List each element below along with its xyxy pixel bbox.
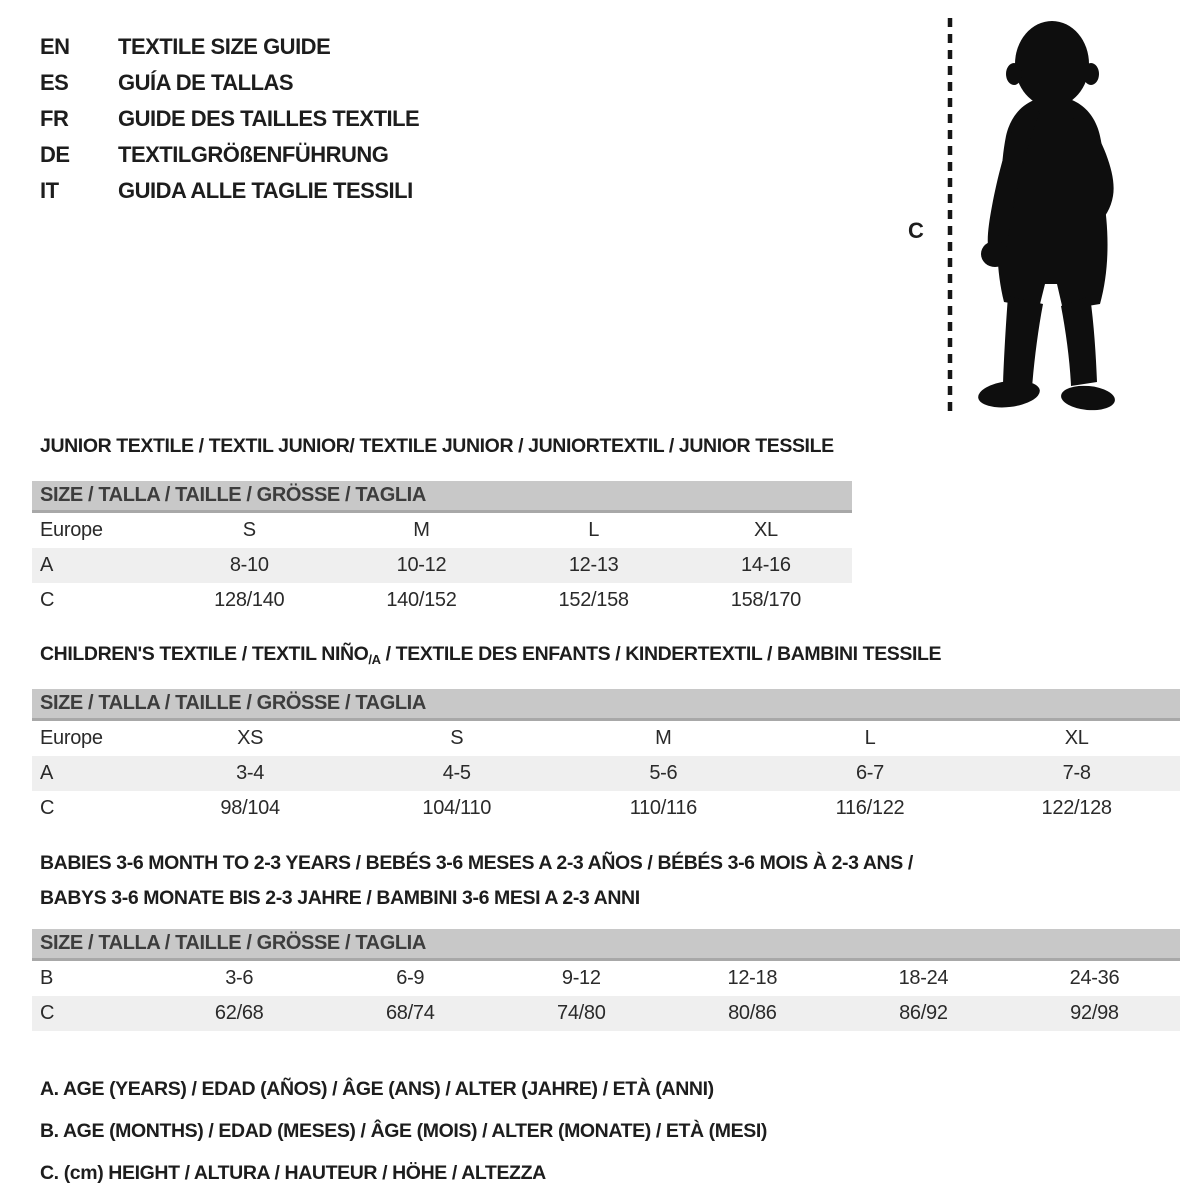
table-cell: L: [864, 727, 876, 749]
table-cell: 122/128: [1041, 797, 1112, 819]
table-cell: XL: [1064, 727, 1089, 749]
language-row-fr: [40, 101, 419, 137]
height-measure-label: C: [908, 218, 924, 243]
language-row-en: [40, 29, 419, 65]
heading-text: / TEXTILE DES ENFANTS / KINDERTEXTIL / BAMBINI TESSILE: [380, 643, 942, 665]
table-cell: 116/122: [835, 797, 905, 819]
babies-size-table: [32, 929, 1180, 1031]
table-cell: 152/158: [558, 589, 629, 611]
table-cell: XS: [237, 727, 264, 749]
table-cell: 6-9: [396, 967, 425, 989]
table-cell: M: [413, 519, 430, 541]
table-row: [32, 961, 1180, 996]
junior-section-heading: JUNIOR TEXTILE / TEXTIL JUNIOR/ TEXTILE JUNIOR / JUNIORTEXTIL / JUNIOR TESSILE: [40, 435, 834, 457]
language-row-de: [40, 137, 419, 173]
table-cell: 128/140: [214, 589, 285, 611]
table-cell: 6-7: [855, 762, 884, 784]
size-bar: SIZE / TALLA / TAILLE / GRÖSSE / TAGLIA: [32, 689, 1180, 721]
row-label: C: [40, 589, 55, 611]
language-code: DE: [40, 142, 70, 167]
legend-line-c: C. (cm) HEIGHT / ALTURA / HAUTEUR / HÖHE / ALTEZZA: [40, 1162, 546, 1184]
language-row-it: [40, 173, 419, 209]
table-row: [32, 513, 852, 548]
heading-line: BABYS 3-6 MONATE BIS 2-3 JAHRE / BAMBINI 3-6 MESI A 2-3 ANNI: [40, 887, 640, 909]
table-cell: 74/80: [557, 1002, 606, 1024]
language-code: ES: [40, 70, 69, 95]
table-cell: 4-5: [442, 762, 471, 784]
table-cell: XL: [753, 519, 778, 541]
table-cell: L: [588, 519, 600, 541]
table-cell: 7-8: [1062, 762, 1091, 784]
table-row: [32, 721, 1180, 756]
language-row-es: [40, 65, 419, 101]
toddler-silhouette-icon: [977, 21, 1116, 412]
table-cell: 98/104: [220, 797, 280, 819]
table-cell: 3-6: [225, 967, 254, 989]
table-cell: 14-16: [741, 554, 791, 576]
table-cell: 9-12: [561, 967, 601, 989]
row-label: B: [40, 967, 54, 989]
junior-size-table: [32, 481, 852, 618]
table-cell: 12-13: [568, 554, 619, 576]
row-label: A: [40, 762, 54, 784]
table-cell: 12-18: [727, 967, 778, 989]
table-cell: 68/74: [385, 1002, 435, 1024]
language-code: IT: [40, 178, 59, 203]
table-cell: 86/92: [899, 1002, 948, 1024]
table-cell: 24-36: [1069, 967, 1120, 989]
table-cell: 158/170: [730, 589, 801, 611]
table-row: [32, 996, 1180, 1031]
measure-legend: [40, 1068, 767, 1194]
table-cell: M: [655, 727, 672, 749]
guide-title: TEXTILE SIZE GUIDE: [118, 34, 331, 59]
table-cell: 18-24: [898, 967, 949, 989]
children-section-heading: [40, 642, 941, 668]
table-row: [32, 583, 852, 618]
table-cell: 5-6: [649, 762, 678, 784]
heading-line: BABIES 3-6 MONTH TO 2-3 YEARS / BEBÉS 3-6 MESES A 2-3 AÑOS / BÉBÉS 3-6 MOIS À 2-3 ANS /: [40, 852, 913, 874]
table-cell: S: [450, 727, 464, 749]
table-cell: 62/68: [214, 1002, 264, 1024]
table-row: [32, 791, 1180, 826]
table-cell: S: [242, 519, 256, 541]
row-label: Europe: [40, 519, 103, 541]
legend-line-a: A. AGE (YEARS) / EDAD (AÑOS) / ÂGE (ANS) / ALTER (JAHRE) / ETÀ (ANNI): [40, 1078, 714, 1100]
row-label: C: [40, 1002, 55, 1024]
heading-subscript: /A: [368, 652, 381, 667]
language-title-list: [40, 29, 419, 209]
babies-section-heading: [40, 846, 913, 916]
table-cell: 110/116: [629, 797, 697, 819]
size-bar: SIZE / TALLA / TAILLE / GRÖSSE / TAGLIA: [32, 481, 852, 513]
table-row: [32, 548, 852, 583]
row-label: Europe: [40, 727, 103, 749]
guide-title: GUIDE DES TAILLES TEXTILE: [118, 106, 420, 131]
table-cell: 80/86: [728, 1002, 777, 1024]
table-cell: 8-10: [229, 554, 269, 576]
table-cell: 104/110: [422, 797, 492, 819]
legend-line-b: B. AGE (MONTHS) / EDAD (MESES) / ÂGE (MOIS) / ALTER (MONATE) / ETÀ (MESI): [40, 1120, 767, 1142]
table-row: [32, 756, 1180, 791]
toddler-silhouette-figure: [900, 12, 1160, 420]
size-bar: SIZE / TALLA / TAILLE / GRÖSSE / TAGLIA: [32, 929, 1180, 961]
table-cell: 140/152: [386, 589, 457, 611]
table-cell: 92/98: [1070, 1002, 1119, 1024]
table-cell: 10-12: [396, 554, 447, 576]
row-label: A: [40, 554, 54, 576]
guide-title: GUÍA DE TALLAS: [118, 70, 294, 95]
language-code: FR: [40, 106, 69, 131]
table-cell: 3-4: [236, 762, 265, 784]
language-code: EN: [40, 34, 70, 59]
heading-text: CHILDREN'S TEXTILE / TEXTIL NIÑO: [40, 643, 369, 665]
children-size-table: [32, 689, 1180, 826]
row-label: C: [40, 797, 55, 819]
guide-title: TEXTILGRÖßENFÜHRUNG: [118, 142, 389, 167]
guide-title: GUIDA ALLE TAGLIE TESSILI: [118, 178, 413, 203]
